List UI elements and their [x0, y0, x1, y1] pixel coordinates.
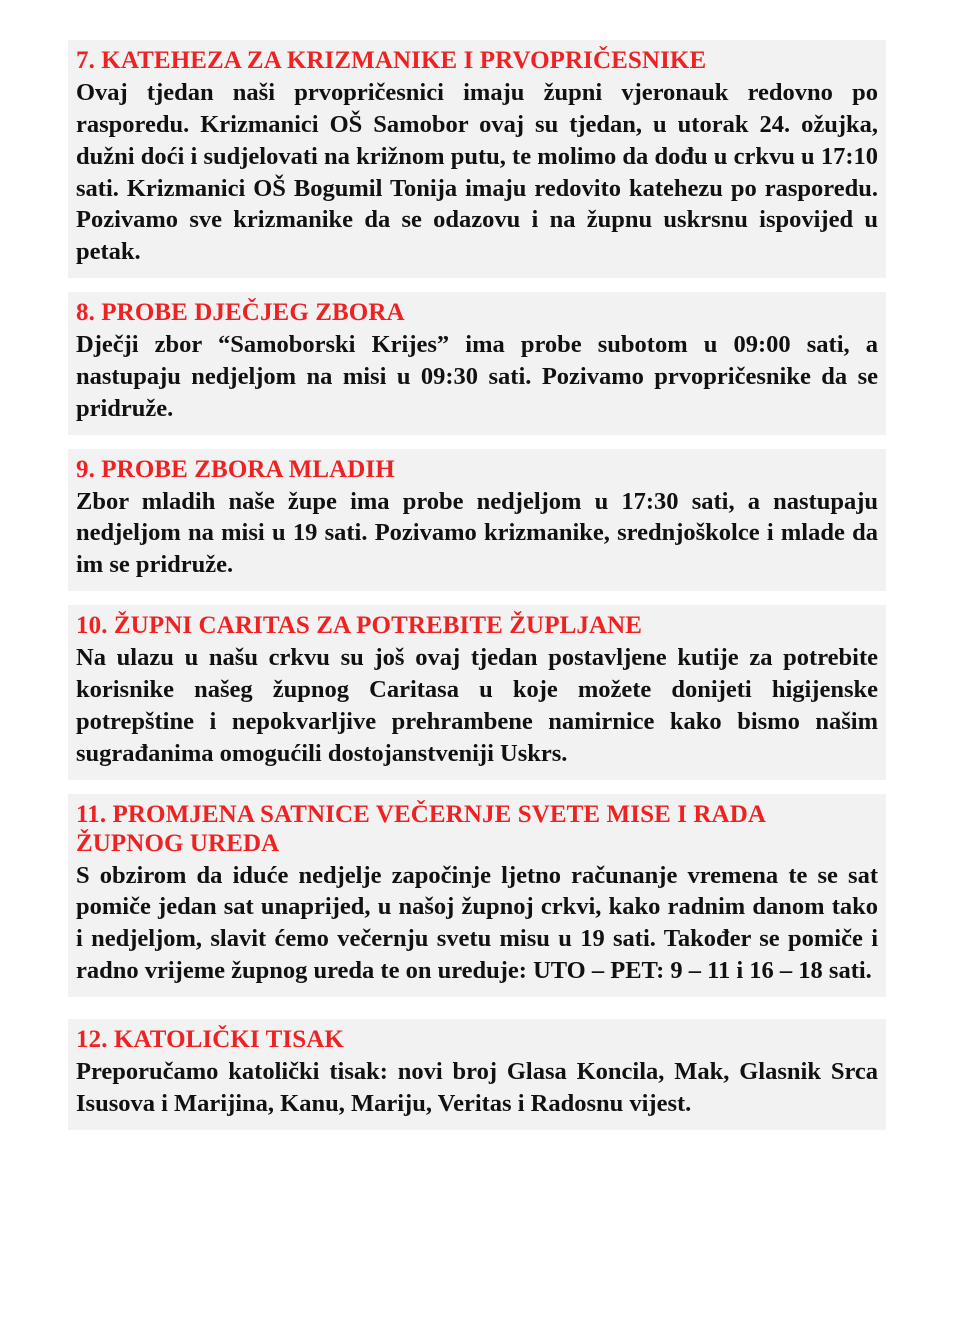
section-body: Preporučamo katolički tisak: novi broj Glasa Koncila, Mak, Glasnik Srca Isusova i Marijina, Kanu, Mariju, Veritas i Radosnu vijest. [76, 1057, 878, 1117]
announcement-section-9 [68, 449, 886, 592]
announcement-section-12 [68, 1019, 886, 1130]
announcement-section-7 [68, 40, 886, 278]
section-heading: 9. PROBE ZBORA MLADIH [76, 455, 395, 483]
section-body: Ovaj tjedan naši prvopričesnici imaju župni vjeronauk redovno po rasporedu. Krizmanici OŠ Samobor ovaj su tjedan, u utorak 24. ožujka, dužni doći i sudjelovati na križnom putu, te molimo da dođu u crkvu u 17:10 sati. Krizmanici OŠ Bogumil Tonija imaju redovito katehezu po rasporedu. Pozivamo sve krizmanike da se odazovu i na župnu uskrsnu ispovijed u petak. [76, 79, 878, 266]
section-body: Dječji zbor “Samoborski Krijes” ima probe subotom u 09:00 sati, a nastupaju nedjeljom na misi u 09:30 sati. Pozivamo prvopričesnike da se pridruže. [76, 331, 878, 422]
section-heading: 11. PROMJENA SATNICE VEČERNJE SVETE MISE I RADA ŽUPNOG UREDA [76, 800, 765, 857]
announcement-section-10 [68, 605, 886, 779]
section-heading: 8. PROBE DJEČJEG ZBORA [76, 299, 405, 327]
section-body: Na ulazu u našu crkvu su još ovaj tjedan postavljene kutije za potrebite korisnike našeg župnog Caritasa u koje možete donijeti higijenske potrepštine i nepokvarljive prehrambene namirnice kako bismo našim sugrađanima omogućili dostojanstveniji Uskrs. [76, 644, 878, 767]
announcement-section-8 [68, 292, 886, 435]
section-body: S obzirom da iduće nedjelje započinje ljetno računanje vremena te se sat pomiče jedan sat unaprijed, u našoj župnoj crkvi, kako radnim danom tako i nedjeljom, slavit ćemo večernju svetu misu u 19 sati. Također se pomiče i radno vrijeme župnog ureda te on ureduje: UTO – PET: 9 – 11 i 16 – 18 sati. [76, 861, 878, 985]
section-heading: 7. KATEHEZA ZA KRIZMANIKE I PRVOPRIČESNIKE [76, 47, 707, 74]
section-body: Zbor mladih naše župe ima probe nedjeljom u 17:30 sati, a nastupaju nedjeljom na misi u 19 sati. Pozivamo krizmanike, srednjoškolce i mlade da im se pridruže. [76, 487, 878, 579]
section-heading: 10. ŽUPNI CARITAS ZA POTREBITE ŽUPLJANE [76, 612, 643, 640]
announcement-section-11 [68, 794, 886, 997]
page-bottom-margin [68, 1144, 886, 1334]
section-heading: 12. KATOLIČKI TISAK [76, 1025, 344, 1053]
